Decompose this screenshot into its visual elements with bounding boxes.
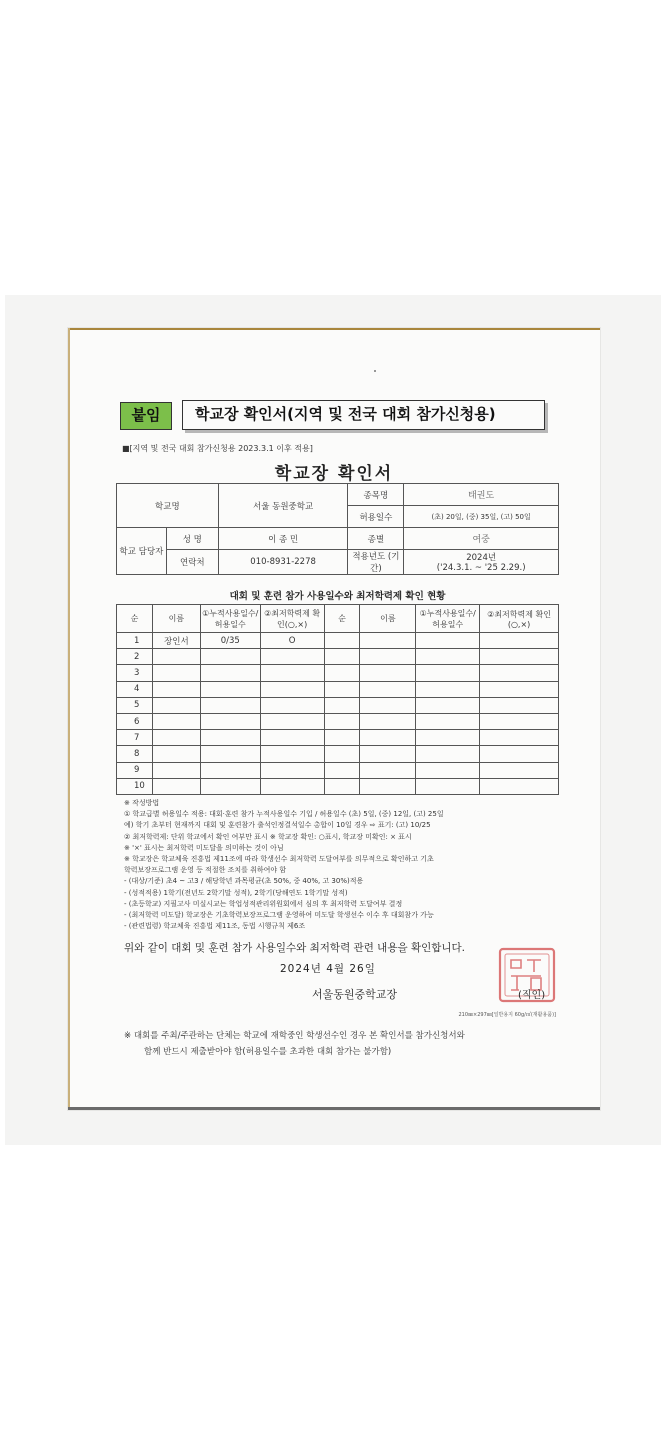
row-cell (324, 713, 360, 729)
row-cell (324, 730, 360, 746)
row-cell (324, 649, 360, 665)
row-cell (360, 681, 416, 697)
note-line: ※ '×' 표시는 최저학력 미도달을 의미하는 것이 아님 (124, 843, 284, 852)
table-row (117, 762, 559, 778)
row-no: 9 (117, 762, 153, 778)
footer-line-1: ※ 대회를 주최/주관하는 단체는 학교에 재학중인 학생선수인 경우 본 확인서를 참가신청서와 (124, 1031, 465, 1041)
row-cell (324, 762, 360, 778)
note-line: - (성적적용) 1학기(전년도 2학기말 성적), 2학기(당해연도 1학기말 성적) (124, 888, 348, 897)
seal-label: (직인) (518, 990, 546, 1001)
row-cell (480, 762, 559, 778)
paper-spec: 210㎜×297㎜[일반용지 60g/㎡(재활용품)] (458, 1012, 556, 1018)
row-name (152, 697, 200, 713)
confirmation-date: 2024년 4월 26일 (280, 963, 376, 975)
note-line: ② 최저학력제: 단위 학교에서 확인 여부만 표시 ※ 학교장 확인: ○표시, 학교장 미확인: × 표시 (124, 832, 412, 841)
table-row (117, 665, 559, 681)
row-cell (480, 730, 559, 746)
document-title: 학교장 확인서 (274, 464, 394, 484)
name-value: 이 종 민 (218, 528, 348, 550)
row-cell (360, 713, 416, 729)
note-line: - (최저학력 미도달) 학교장은 기초학력보장프로그램 운영하여 미도달 학생선수 이수 후 대회참가 가능 (124, 911, 434, 920)
row-cell (324, 633, 360, 649)
period-value (404, 550, 559, 575)
row-check (260, 778, 324, 794)
contact-value: 010-8931-2278 (218, 550, 348, 575)
row-check: O (260, 633, 324, 649)
row-cell (480, 778, 559, 794)
row-days (200, 665, 260, 681)
row-cell (480, 697, 559, 713)
paper-speck (374, 370, 376, 372)
gender-label: 종별 (348, 528, 404, 550)
header-name-right: 이름 (360, 605, 416, 633)
row-no: 3 (117, 665, 153, 681)
row-no: 4 (117, 681, 153, 697)
row-cell (360, 746, 416, 762)
row-no: 8 (117, 746, 153, 762)
row-days (200, 746, 260, 762)
row-cell (480, 713, 559, 729)
applies-note: ■[지역 및 전국 대회 참가신청용 2023.3.1 이후 적용] (122, 444, 313, 453)
row-check (260, 665, 324, 681)
row-name (152, 730, 200, 746)
table-row (117, 633, 559, 649)
row-cell (360, 730, 416, 746)
row-no: 5 (117, 697, 153, 713)
row-check (260, 746, 324, 762)
row-no: 6 (117, 713, 153, 729)
attachment-tag: 붙임 (120, 402, 172, 430)
allowed-value: (초) 20일, (중) 35일, (고) 50일 (404, 506, 559, 528)
row-check (260, 697, 324, 713)
row-cell (324, 697, 360, 713)
allowed-label: 허용일수 (348, 506, 404, 528)
row-days (200, 681, 260, 697)
row-cell (360, 697, 416, 713)
row-days (200, 713, 260, 729)
name-label: 성 명 (166, 528, 218, 550)
row-check (260, 713, 324, 729)
staff-label: 학교 담당자 (117, 528, 167, 575)
row-cell (480, 681, 559, 697)
row-cell (480, 746, 559, 762)
sport-label: 종목명 (348, 484, 404, 506)
row-check (260, 681, 324, 697)
note-line: - (초등학교) 지필고사 미실시교는 학업성적관리위원회에서 심의 후 최저학력 도달여부 결정 (124, 899, 403, 908)
row-check (260, 649, 324, 665)
contact-label: 연락처 (166, 550, 218, 575)
row-cell (360, 762, 416, 778)
note-line: ① 학교급별 허용일수 적용: 대회·훈련 참가 누적사용일수 기입 / 허용일수 (초) 5일, (중) 12일, (고) 25일 (124, 810, 444, 819)
school-label: 학교명 (117, 484, 219, 528)
row-cell (324, 681, 360, 697)
note-line: - (대상/기준) 초4 ~ 고3 / 해당학년 과목평균(초 50%, 중 40%, 고 30%)적용 (124, 877, 364, 886)
row-cell (416, 681, 480, 697)
row-name (152, 713, 200, 729)
table-row (117, 713, 559, 729)
gender-value: 여중 (404, 528, 559, 550)
row-cell (360, 649, 416, 665)
row-no: 2 (117, 649, 153, 665)
note-line: ※ 학교장은 학교체육 진흥법 제11조에 따라 학생선수 최저학력 도달여부를 의무적으로 확인하고 기초 (124, 855, 434, 864)
header-days-right: ①누적사용일수/허용일수 (416, 605, 480, 633)
row-cell (480, 633, 559, 649)
row-cell (324, 778, 360, 794)
note-line: 학력보장프로그램 운영 등 적절한 조치를 취하여야 함 (124, 866, 287, 875)
row-days: 0/35 (200, 633, 260, 649)
row-name (152, 746, 200, 762)
writing-instructions (124, 798, 564, 932)
row-days (200, 762, 260, 778)
row-cell (416, 665, 480, 681)
row-check (260, 730, 324, 746)
row-cell (360, 633, 416, 649)
row-days (200, 649, 260, 665)
row-cell (324, 665, 360, 681)
row-no: 1 (117, 633, 153, 649)
usage-table (116, 604, 559, 795)
row-name (152, 665, 200, 681)
sheet-left-edge (68, 328, 70, 1110)
school-info-table (116, 483, 559, 575)
row-name (152, 762, 200, 778)
row-cell (480, 665, 559, 681)
school-value: 서울 동원중학교 (218, 484, 348, 528)
header-no-right: 순 (324, 605, 360, 633)
row-name: 장인서 (152, 633, 200, 649)
row-cell (416, 649, 480, 665)
table-row (117, 697, 559, 713)
document-sheet (68, 328, 600, 1110)
row-days (200, 730, 260, 746)
row-cell (416, 762, 480, 778)
sheet-bottom-edge (68, 1107, 600, 1110)
footer-line-2: 함께 반드시 제출받아야 함(허용일수를 초과한 대회 참가는 불가함) (144, 1047, 392, 1057)
row-no: 10 (117, 778, 153, 794)
row-no: 7 (117, 730, 153, 746)
row-name (152, 778, 200, 794)
period-range: ('24.3.1. ~ '25 2.29.) (436, 563, 526, 573)
header-check: ②최저학력제 확인(○,×) (260, 605, 324, 633)
sport-value: 태권도 (404, 484, 559, 506)
row-days (200, 697, 260, 713)
note-line: 예) 학기 초부터 현재까지 대회 및 훈련참가 출석인정결석일수 총합이 10일 경우 ⇨ 표기: (고) 10/25 (124, 821, 431, 830)
table-row (117, 778, 559, 794)
header-name: 이름 (152, 605, 200, 633)
period-year: 2024년 (466, 553, 497, 563)
note-line: - (관련법령) 학교체육 진흥법 제11조, 동법 시행규칙 제6조 (124, 922, 306, 931)
footer-note (124, 1028, 564, 1060)
row-days (200, 778, 260, 794)
header-check-right: ②최저학력제 확인(○,×) (480, 605, 559, 633)
row-cell (416, 713, 480, 729)
row-cell (416, 778, 480, 794)
row-name (152, 649, 200, 665)
table-row (117, 730, 559, 746)
row-cell (416, 697, 480, 713)
row-cell (416, 746, 480, 762)
table-row (117, 649, 559, 665)
sheet-top-edge (68, 328, 600, 330)
row-cell (360, 778, 416, 794)
period-label: 적용년도 (기간) (348, 550, 404, 575)
heading-title: 학교장 확인서(지역 및 전국 대회 참가신청용) (182, 400, 545, 430)
row-cell (480, 649, 559, 665)
principal-title: 서울동원중학교장 (312, 988, 398, 1001)
row-cell (360, 665, 416, 681)
row-cell (324, 746, 360, 762)
row-check (260, 762, 324, 778)
row-name (152, 681, 200, 697)
confirmation-statement: 위와 같이 대회 및 훈련 참가 사용일수와 최저학력 관련 내용을 확인합니다. (124, 942, 466, 954)
table-row (117, 746, 559, 762)
header-days: ①누적사용일수/허용일수 (200, 605, 260, 633)
header-no: 순 (117, 605, 153, 633)
note-line: ※ 작성방법 (124, 799, 160, 807)
row-cell (416, 730, 480, 746)
table-row (117, 681, 559, 697)
row-cell (416, 633, 480, 649)
usage-title: 대회 및 훈련 참가 사용일수와 최저학력제 확인 현황 (229, 591, 446, 602)
